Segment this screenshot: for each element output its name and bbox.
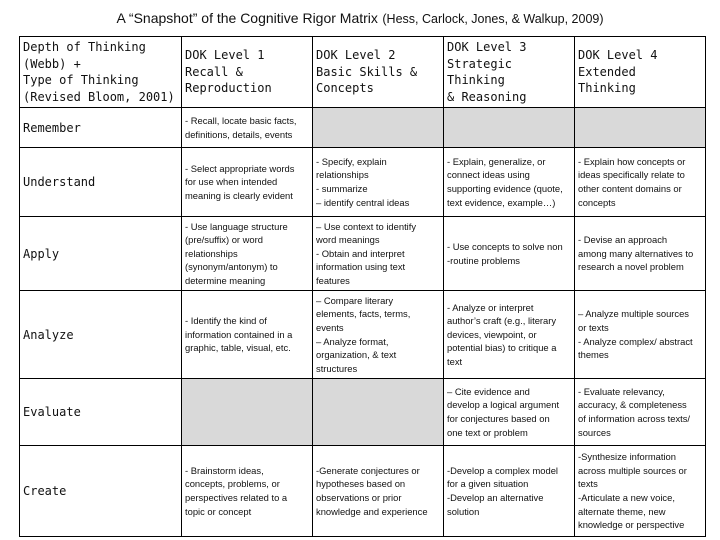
row-label-apply: Apply [20,217,182,291]
cell-evaluate-dok2 [313,379,444,446]
cell-apply-dok4: - Devise an approach among many alternatives to research a novel problem [575,217,706,291]
cell-understand-dok4: - Explain how concepts or ideas specifically relate to other content domains or concepts [575,148,706,217]
cell-create-dok3: -Develop a complex model for a given situation -Develop an alternative solution [444,446,575,537]
header-corner: Depth of Thinking (Webb) + Type of Thinking (Revised Bloom, 2001) [20,37,182,108]
page-title [0,10,720,28]
header-dok2: DOK Level 2 Basic Skills & Concepts [313,37,444,108]
row-label-analyze: Analyze [20,291,182,379]
cell-analyze-dok1: - Identify the kind of information contained in a graphic, table, visual, etc. [182,291,313,379]
cell-understand-dok1: - Select appropriate words for use when intended meaning is clearly evident [182,148,313,217]
cell-analyze-dok3: - Analyze or interpret author’s craft (e.g., literary devices, viewpoint, or potential bias) to critique a text [444,291,575,379]
cell-apply-dok3: - Use concepts to solve non -routine problems [444,217,575,291]
cell-remember-dok1: - Recall, locate basic facts, definitions, details, events [182,108,313,148]
row-label-create: Create [20,446,182,537]
cell-analyze-dok2: – Compare literary elements, facts, terms, events – Analyze format, organization, & text structures [313,291,444,379]
row-remember [20,108,706,148]
header-dok4: DOK Level 4 Extended Thinking [575,37,706,108]
title-main: A “Snapshot” of the Cognitive Rigor Matrix [116,10,378,26]
cell-create-dok2: -Generate conjectures or hypotheses based on observations or prior knowledge and experience [313,446,444,537]
cell-remember-dok2 [313,108,444,148]
cell-apply-dok2: – Use context to identify word meanings - Obtain and interpret information using text features [313,217,444,291]
header-dok3: DOK Level 3 Strategic Thinking & Reasoning [444,37,575,108]
row-evaluate [20,379,706,446]
row-label-understand: Understand [20,148,182,217]
cell-understand-dok3: - Explain, generalize, or connect ideas using supporting evidence (quote, text evidence, example…) [444,148,575,217]
header-dok1: DOK Level 1 Recall & Reproduction [182,37,313,108]
cell-remember-dok4 [575,108,706,148]
cell-analyze-dok4: – Analyze multiple sources or texts - Analyze complex/ abstract themes [575,291,706,379]
row-label-evaluate: Evaluate [20,379,182,446]
cell-remember-dok3 [444,108,575,148]
title-authors: (Hess, Carlock, Jones, & Walkup, 2009) [382,12,604,26]
cell-evaluate-dok3: – Cite evidence and develop a logical argument for conjectures based on one text or problem [444,379,575,446]
cell-create-dok4: -Synthesize information across multiple sources or texts -Articulate a new voice, alternate theme, new knowledge or perspective [575,446,706,537]
row-apply [20,217,706,291]
cell-create-dok1: - Brainstorm ideas, concepts, problems, or perspectives related to a topic or concept [182,446,313,537]
cognitive-rigor-matrix [19,36,706,537]
row-create [20,446,706,537]
cell-apply-dok1: - Use language structure (pre/suffix) or word relationships (synonym/antonym) to determine meaning [182,217,313,291]
row-analyze [20,291,706,379]
row-understand [20,148,706,217]
cell-evaluate-dok1 [182,379,313,446]
row-label-remember: Remember [20,108,182,148]
cell-understand-dok2: - Specify, explain relationships - summarize – identify central ideas [313,148,444,217]
header-row [20,37,706,108]
cell-evaluate-dok4: - Evaluate relevancy, accuracy, & completeness of information across texts/ sources [575,379,706,446]
